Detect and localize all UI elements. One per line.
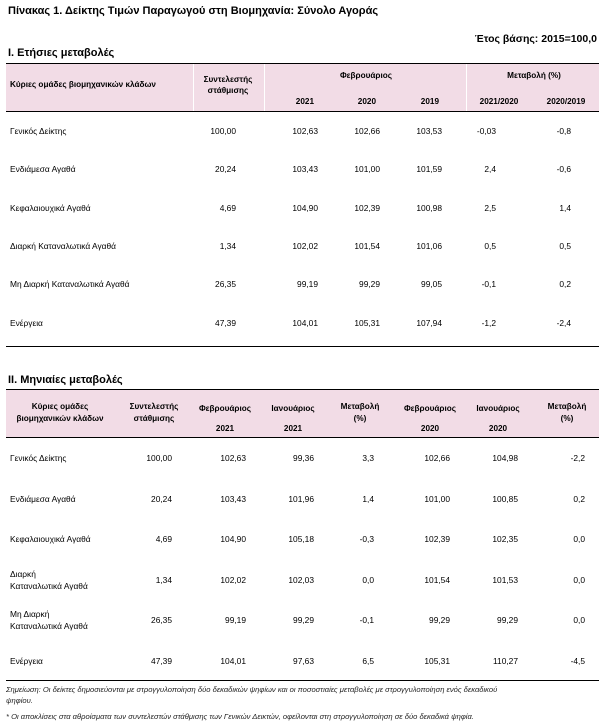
table-row — [6, 438, 599, 479]
weight-value: 47,39 — [151, 655, 172, 666]
col-header-change: Μεταβολή (%) — [507, 71, 561, 80]
annual-changes-table — [6, 112, 599, 342]
weight-value: 26,35 — [151, 615, 172, 626]
feb-2020-value: 102,66 — [424, 453, 450, 464]
change-2020: 0,0 — [573, 574, 585, 585]
col-header-2021: 2021 — [295, 97, 314, 106]
change-2020-2019: 0,5 — [559, 241, 571, 252]
monthly-top-rule — [6, 389, 599, 390]
group-name-line: Κεφαλαιουχικά Αγαθά — [10, 534, 91, 545]
jan-2021-value: 97,63 — [293, 655, 314, 666]
col-header-month: Φεβρουάριος — [339, 71, 393, 80]
value-2020: 99,29 — [359, 279, 380, 290]
jan-2020-value: 100,85 — [492, 493, 518, 504]
table-row — [6, 227, 599, 265]
table-row — [6, 189, 599, 227]
m-col-header-weight — [120, 401, 188, 425]
group-name: Μη Διαρκή Καταναλωτικά Αγαθά — [10, 279, 130, 290]
table-row — [6, 560, 599, 601]
col-header-change-2020-2019: 2020/2019 — [546, 97, 586, 106]
feb-2020-value: 101,54 — [424, 574, 450, 585]
change-2020: -2,2 — [570, 453, 585, 464]
group-name-line: Ενέργεια — [10, 655, 43, 666]
m-col-header-weight-line1: Συντελεστής — [129, 402, 179, 411]
change-2020: 0,0 — [573, 534, 585, 545]
m-col-header-feb-2020-year: 2020 — [420, 424, 440, 433]
m-col-header-change-2021 — [333, 401, 387, 425]
feb-2021-value: 102,63 — [220, 453, 246, 464]
weight-value: 47,39 — [215, 317, 236, 328]
group-name: Γενικός Δείκτης — [10, 126, 67, 137]
group-name-line: Ενδιάμεσα Αγαθά — [10, 493, 76, 504]
annual-header-divider — [193, 64, 194, 111]
m-col-header-jan-2021-year: 2021 — [283, 424, 303, 433]
base-year-label: Έτος βάσης: 2015=100,0 — [474, 33, 597, 45]
footnote-weights: * Οι αποκλίσεις στα αθροίσματα των συντελεστών στάθμισης των Γενικών Δεικτών, οφείλονται στη στρογγυλοποίηση σε δύο δεκαδικά ψηφία. — [6, 712, 474, 721]
table-row — [6, 112, 599, 150]
value-2019: 99,05 — [421, 279, 442, 290]
change-2021: 3,3 — [362, 453, 374, 464]
value-2019: 107,94 — [416, 317, 442, 328]
change-2020-2019: -0,6 — [556, 164, 571, 175]
page-title: Πίνακας 1. Δείκτης Τιμών Παραγωγού στη Βιομηχανία: Σύνολο Αγοράς — [8, 5, 379, 17]
weight-value: 1,34 — [219, 241, 236, 252]
group-name: Κεφαλαιουχικά Αγαθά — [10, 202, 91, 213]
m-col-header-feb-2021: Φεβρουάριος — [198, 404, 252, 413]
change-2020-2019: 1,4 — [559, 202, 571, 213]
change-2020-2019: -0,8 — [556, 126, 571, 137]
value-2020: 101,00 — [354, 164, 380, 175]
footnote-rounding: Σημείωση: Οι δείκτες δημοσιεύονται με στρογγυλοποίηση δύο δεκαδικών ψηφίων και οι ποσοστιαίες μεταβολές με στρογγυλοποίηση ενός δεκαδικού — [6, 685, 498, 694]
jan-2020-value: 110,27 — [493, 655, 518, 666]
value-2020: 105,31 — [354, 317, 380, 328]
group-name — [6, 438, 118, 479]
jan-2020-value: 104,98 — [492, 453, 518, 464]
weight-value: 20,24 — [151, 493, 172, 504]
value-2020: 102,66 — [354, 126, 380, 137]
jan-2021-value: 99,29 — [293, 615, 314, 626]
feb-2020-value: 101,00 — [424, 493, 450, 504]
change-2020: 0,2 — [573, 493, 585, 504]
value-2021: 103,43 — [292, 164, 318, 175]
weight-value: 100,00 — [210, 126, 236, 137]
weight-value: 4,69 — [155, 534, 172, 545]
feb-2021-value: 103,43 — [220, 493, 246, 504]
change-2021-2020: 0,5 — [484, 241, 496, 252]
group-name — [6, 519, 118, 560]
change-2020: -4,5 — [570, 655, 585, 666]
change-2021: -0,3 — [359, 534, 374, 545]
value-2021: 99,19 — [297, 279, 318, 290]
feb-2021-value: 102,02 — [220, 574, 246, 585]
m-col-header-change-2020 — [538, 401, 596, 425]
col-header-2020: 2020 — [357, 97, 376, 106]
group-name: Ενδιάμεσα Αγαθά — [10, 164, 76, 175]
weight-value: 26,35 — [215, 279, 236, 290]
feb-2021-value: 104,01 — [220, 655, 246, 666]
group-name-line: Γενικός Δείκτης — [10, 453, 67, 464]
group-name — [6, 479, 118, 520]
col-header-change-2021-2020: 2021/2020 — [479, 97, 519, 106]
table-row — [6, 265, 599, 303]
footnote-rounding-cont: ψηφίου. — [6, 696, 33, 705]
col-header-weight: Συντελεστής στάθμισης — [203, 75, 253, 95]
group-name-line: Καταναλωτικά Αγαθά — [10, 580, 88, 591]
feb-2020-value: 99,29 — [429, 615, 450, 626]
change-2021: -0,1 — [359, 615, 374, 626]
annual-header-divider — [466, 64, 467, 111]
change-2021-2020: -0,1 — [481, 279, 496, 290]
change-2021-2020: -0,03 — [476, 126, 496, 137]
table-row — [6, 479, 599, 520]
jan-2021-value: 99,36 — [293, 453, 314, 464]
table-row — [6, 641, 599, 682]
annual-bottom-rule — [6, 346, 599, 347]
group-name — [6, 560, 118, 601]
value-2021: 104,90 — [292, 202, 318, 213]
value-2019: 101,59 — [416, 164, 442, 175]
group-name — [6, 600, 118, 641]
monthly-changes-table — [6, 438, 599, 681]
change-2021: 0,0 — [362, 574, 374, 585]
m-col-header-change2-line1: Μεταβολή — [547, 402, 587, 411]
m-col-header-change-line2: (%) — [353, 414, 367, 423]
change-2021: 1,4 — [362, 493, 374, 504]
value-2021: 102,02 — [292, 241, 318, 252]
m-col-header-change-line1: Μεταβολή — [340, 402, 380, 411]
feb-2021-value: 104,90 — [220, 534, 246, 545]
group-name-line: Μη Διαρκή — [10, 609, 50, 620]
change-2020-2019: -2,4 — [556, 317, 571, 328]
section-annual-heading: I. Ετήσιες μεταβολές — [8, 47, 115, 59]
m-col-header-groups-line1: Κύριες ομάδες — [31, 402, 89, 411]
col-header-2019: 2019 — [420, 97, 439, 106]
value-2019: 100,98 — [416, 202, 442, 213]
weight-value: 1,34 — [155, 574, 172, 585]
m-col-header-feb-2021-year: 2021 — [215, 424, 235, 433]
jan-2020-value: 99,29 — [497, 615, 518, 626]
value-2019: 103,53 — [416, 126, 442, 137]
m-col-header-groups — [10, 401, 110, 425]
weight-value: 20,24 — [215, 164, 236, 175]
jan-2020-value: 101,53 — [492, 574, 518, 585]
m-col-header-groups-line2: βιομηχανικών κλάδων — [16, 414, 104, 423]
change-2020: 0,0 — [573, 615, 585, 626]
change-2021-2020: 2,4 — [484, 164, 496, 175]
m-col-header-change2-line2: (%) — [560, 414, 574, 423]
change-2020-2019: 0,2 — [559, 279, 571, 290]
group-name: Ενέργεια — [10, 317, 43, 328]
weight-value: 4,69 — [219, 202, 236, 213]
value-2020: 102,39 — [354, 202, 380, 213]
m-col-header-jan-2020: Ιανουάριος — [476, 404, 520, 413]
group-name-line: Διαρκή — [10, 568, 36, 579]
change-2021-2020: -1,2 — [481, 317, 496, 328]
table-row — [6, 519, 599, 560]
jan-2021-value: 101,96 — [288, 493, 314, 504]
group-name-line: Καταναλωτικά Αγαθά — [10, 621, 88, 632]
group-name: Διαρκή Καταναλωτικά Αγαθά — [10, 241, 117, 252]
annual-header-divider — [264, 64, 265, 111]
table-row — [6, 150, 599, 188]
jan-2021-value: 105,18 — [288, 534, 314, 545]
value-2020: 101,54 — [354, 241, 380, 252]
value-2021: 102,63 — [292, 126, 318, 137]
m-col-header-feb-2020: Φεβρουάριος — [403, 404, 457, 413]
m-col-header-jan-2021: Ιανουάριος — [271, 404, 315, 413]
value-2021: 104,01 — [292, 317, 318, 328]
jan-2021-value: 102,03 — [288, 574, 314, 585]
table-row — [6, 303, 599, 341]
weight-value: 100,00 — [146, 453, 172, 464]
jan-2020-value: 102,35 — [492, 534, 518, 545]
table-row — [6, 600, 599, 641]
change-2021: 6,5 — [362, 655, 374, 666]
m-col-header-weight-line2: στάθμισης — [133, 414, 175, 423]
section-monthly-heading: II. Μηνιαίες μεταβολές — [8, 374, 123, 386]
m-col-header-jan-2020-year: 2020 — [488, 424, 508, 433]
change-2021-2020: 2,5 — [484, 202, 496, 213]
feb-2021-value: 99,19 — [225, 615, 246, 626]
group-name — [6, 641, 118, 682]
value-2019: 101,06 — [416, 241, 442, 252]
annual-top-rule — [6, 63, 599, 64]
col-header-groups: Κύριες ομάδες βιομηχανικών κλάδων — [10, 80, 156, 89]
feb-2020-value: 102,39 — [424, 534, 450, 545]
feb-2020-value: 105,31 — [424, 655, 450, 666]
